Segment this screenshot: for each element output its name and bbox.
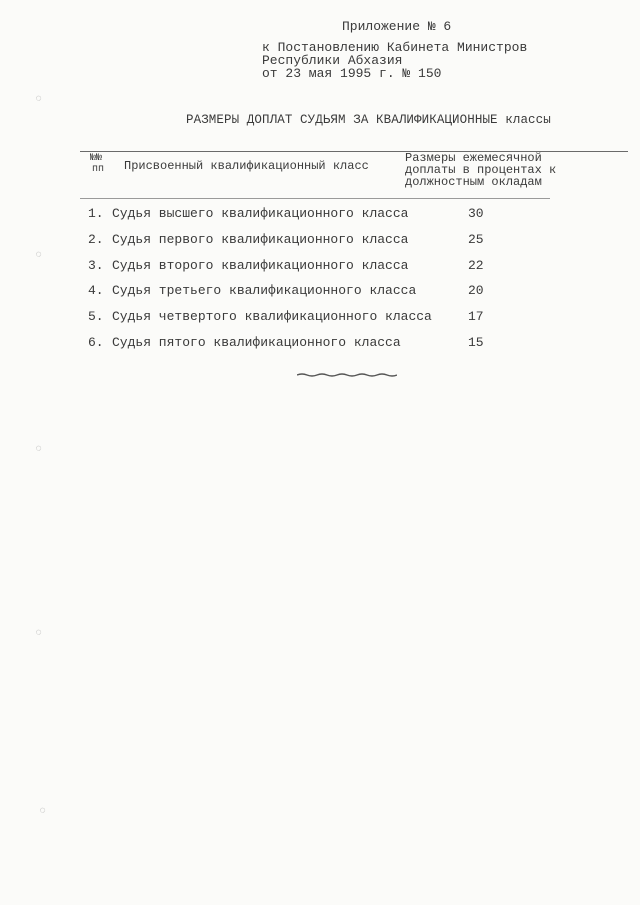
row-class: Судья пятого квалификационного класса [112, 334, 401, 350]
table-row [88, 283, 588, 309]
header-number-line: пп [92, 164, 105, 175]
table-body [88, 206, 588, 361]
row-number: 1. [88, 206, 104, 221]
row-class: Судья высшего квалификационного класса [112, 206, 409, 221]
row-value: 25 [468, 231, 484, 247]
margin-stamp-mark: ◌ [34, 93, 44, 106]
end-flourish [297, 372, 397, 378]
table-row [88, 232, 588, 258]
header-number [90, 153, 104, 175]
table-row [88, 258, 588, 284]
row-number: 3. [88, 257, 104, 273]
row-value: 17 [468, 309, 484, 325]
document-title: РАЗМЕРЫ ДОПЛАТ СУДЬЯМ ЗА КВАЛИФИКАЦИОННЫЕ классы [186, 113, 551, 127]
row-number: 6. [88, 334, 104, 350]
header-rate-line: должностным окладам [405, 175, 542, 189]
table-row [88, 206, 588, 232]
margin-stamp-mark: ◌ [38, 805, 48, 818]
margin-stamp-mark: ◌ [34, 443, 44, 456]
appendix-date-line: от 23 мая 1995 г. № 150 [262, 66, 442, 81]
table-header-rule [80, 198, 550, 199]
row-class: Судья второго квалификационного класса [112, 257, 409, 273]
table-row [88, 335, 588, 361]
row-number: 2. [88, 231, 104, 247]
header-rate-line: доплаты в процентах к [405, 163, 557, 177]
row-class: Судья четвертого квалификационного класса [112, 309, 432, 325]
row-value: 20 [468, 283, 484, 299]
row-class: Судья первого квалификационного класса [112, 231, 409, 247]
appendix-ref-line: к Постановлению Кабинета Министров [262, 40, 528, 55]
margin-stamp-mark: ◌ [34, 249, 44, 262]
row-class: Судья третьего квалификационного класса [112, 283, 417, 299]
row-number: 5. [88, 309, 104, 325]
appendix-ref-line: Республики Абхазия [262, 53, 403, 68]
appendix-block [262, 20, 527, 80]
header-class: Присвоенный квалификационный класс [124, 159, 369, 173]
header-rate [405, 152, 556, 188]
row-value: 30 [468, 206, 484, 221]
margin-stamp-mark: ◌ [34, 627, 44, 640]
header-rate-line: Размеры ежемесячной [405, 151, 542, 165]
table-row [88, 309, 588, 335]
row-value: 22 [468, 257, 484, 273]
row-number: 4. [88, 283, 104, 299]
row-value: 15 [468, 334, 484, 350]
appendix-number: Приложение № 6 [342, 19, 452, 34]
header-number-line: №№ [90, 153, 103, 164]
